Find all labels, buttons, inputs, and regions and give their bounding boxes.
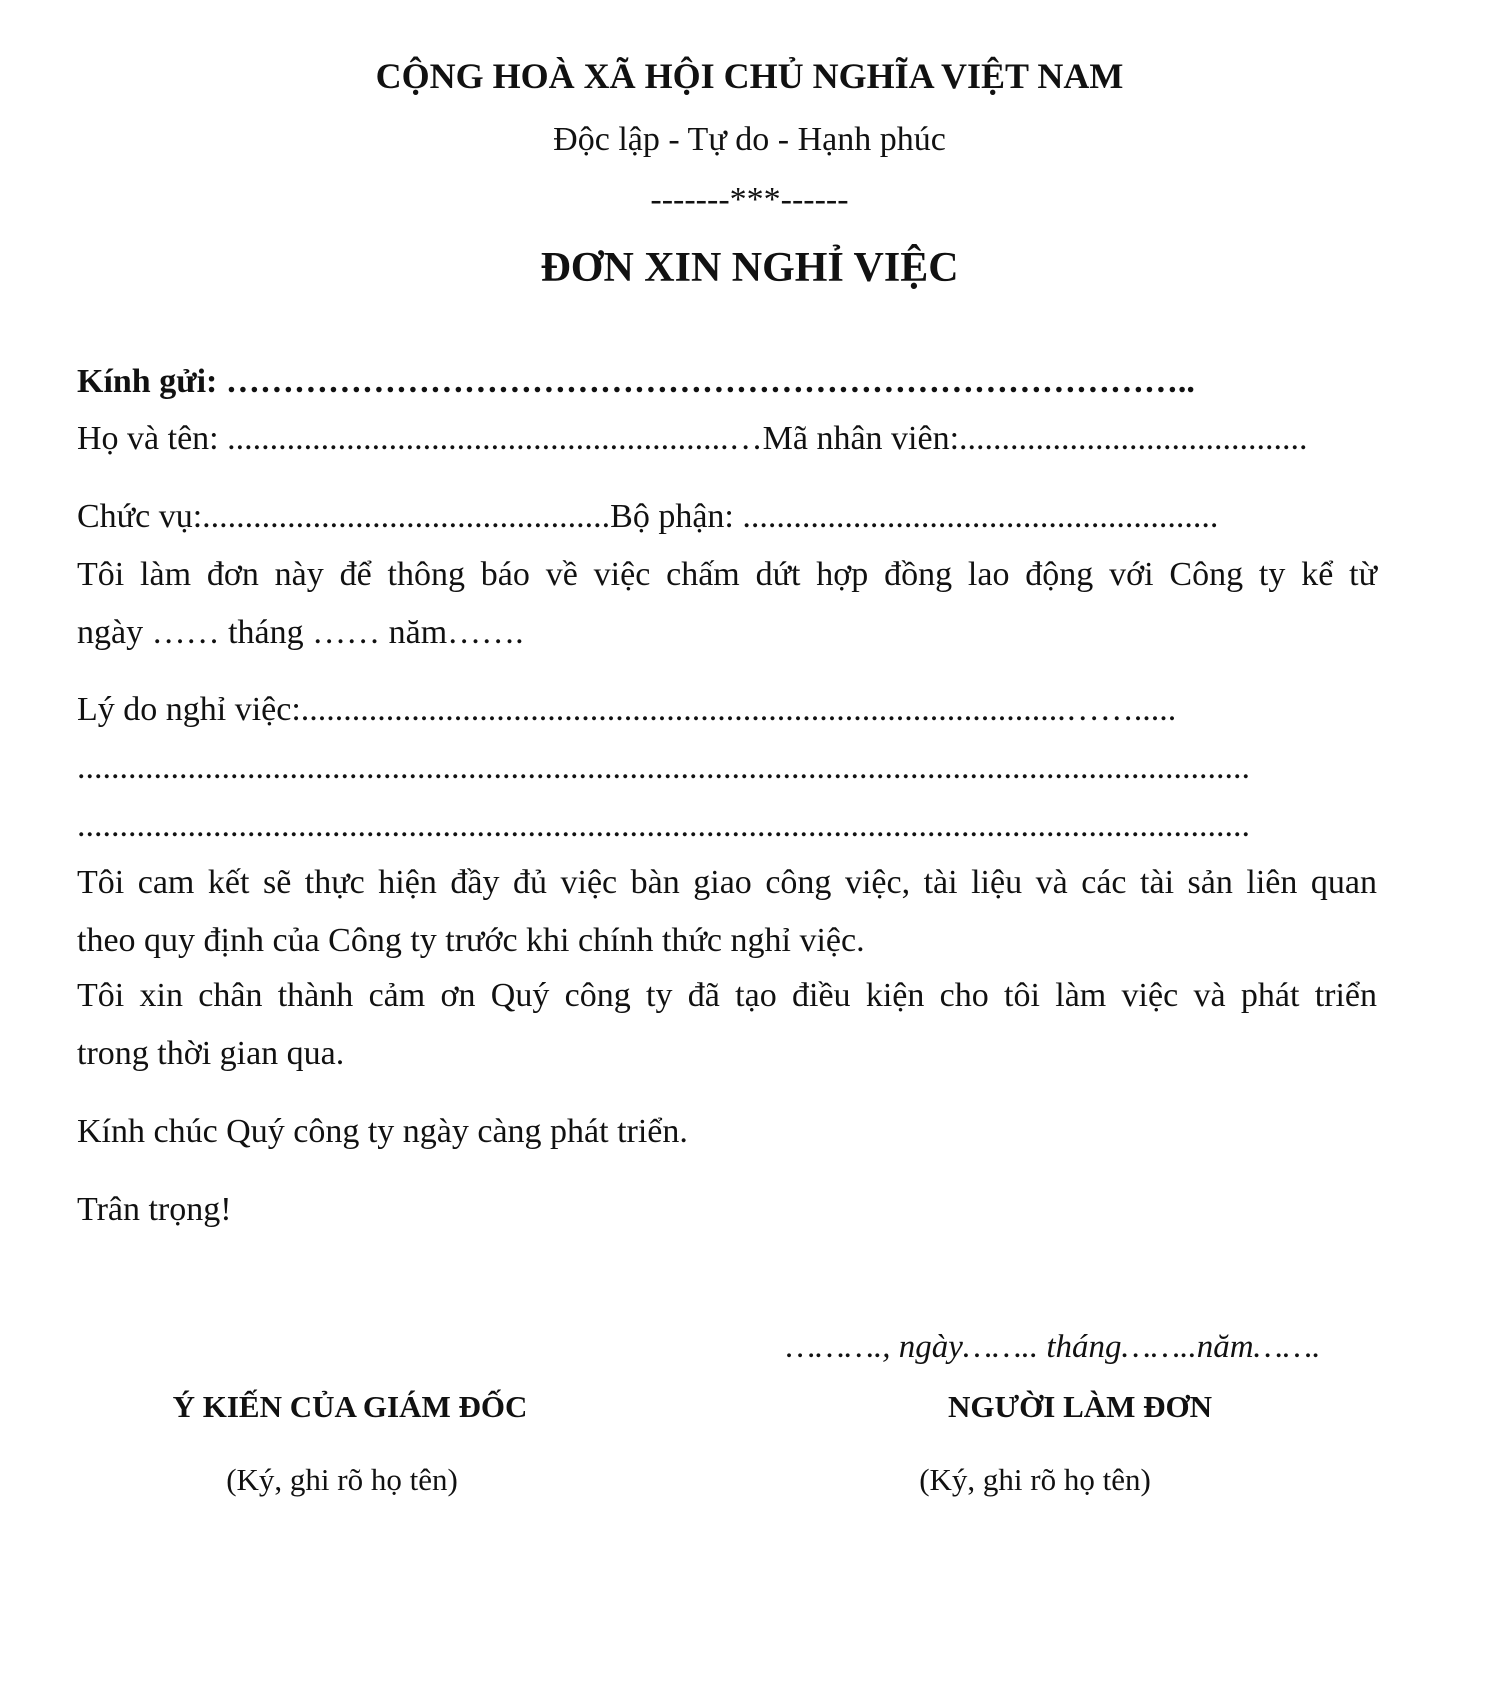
separator: -------***------	[650, 181, 849, 218]
position-line: Chức vụ:................................................Bộ phận: ........................................................	[77, 498, 1219, 535]
reason-line-1: Lý do nghỉ việc:..........................................................................................…….....	[77, 691, 1177, 728]
reason-line-3: ..........................................................................................................................................	[77, 807, 1250, 844]
director-signature-title: Ý KIẾN CỦA GIÁM ĐỐC	[172, 1389, 528, 1424]
document-title: ĐƠN XIN NGHỈ VIỆC	[540, 245, 959, 291]
place-date-line: ………., ngày…….. tháng……..năm…….	[786, 1329, 1321, 1365]
thanks-line-2: trong thời gian qua.	[77, 1035, 345, 1072]
director-signature-note: (Ký, ghi rõ họ tên)	[226, 1462, 458, 1497]
notice-line-1: Tôi làm đơn này để thông báo về việc chấm dứt hợp đồng lao động với Công ty kể từ	[77, 556, 1377, 593]
wish-line: Kính chúc Quý công ty ngày càng phát triển.	[77, 1113, 688, 1150]
nation-heading: CỘNG HOÀ XÃ HỘI CHỦ NGHĨA VIỆT NAM	[375, 56, 1124, 96]
notice-line-2: ngày …… tháng …… năm…….	[77, 614, 524, 651]
regards-line: Trân trọng!	[77, 1191, 232, 1228]
reason-line-2: ..........................................................................................................................................	[77, 749, 1250, 786]
commitment-line-1: Tôi cam kết sẽ thực hiện đầy đủ việc bàn giao công việc, tài liệu và các tài sản liên quan	[77, 864, 1377, 901]
recipient-line: Kính gửi: …………………………………………………………………………..	[77, 363, 1195, 400]
thanks-line-1: Tôi xin chân thành cảm ơn Quý công ty đã tạo điều kiện cho tôi làm việc và phát triển	[77, 977, 1377, 1014]
applicant-signature-note: (Ký, ghi rõ họ tên)	[919, 1462, 1151, 1497]
name-line: Họ và tên: ...........................................................…Mã nhân viên:.........................................	[77, 420, 1308, 457]
motto: Độc lập - Tự do - Hạnh phúc	[553, 121, 946, 158]
commitment-line-2: theo quy định của Công ty trước khi chính thức nghỉ việc.	[77, 922, 865, 959]
applicant-signature-title: NGƯỜI LÀM ĐƠN	[947, 1389, 1213, 1424]
